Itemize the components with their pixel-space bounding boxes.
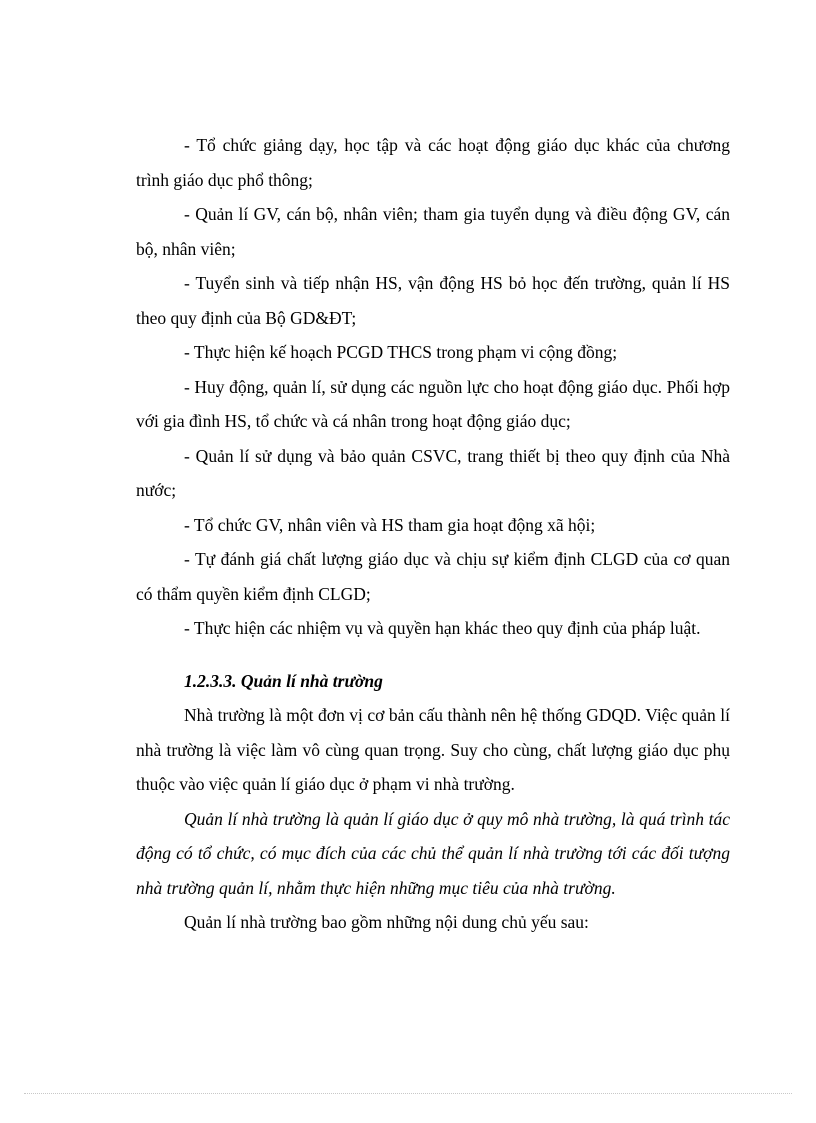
list-item: - Tổ chức giảng dạy, học tập và các hoạt động giáo dục khác của chương trình giáo dục phổ thông;	[136, 135, 730, 190]
intro-paragraph: Nhà trường là một đơn vị cơ bản cấu thành nên hệ thống GDQD. Việc quản lí nhà trường là việc làm vô cùng quan trọng. Suy cho cùng, chất lượng giáo dục phụ thuộc vào việc quản lí giáo dục ở phạm vi nhà trường.	[136, 705, 730, 794]
list-item: - Quản lí sử dụng và bảo quản CSVC, trang thiết bị theo quy định của Nhà nước;	[136, 445, 730, 500]
list-item: - Tuyển sinh và tiếp nhận HS, vận động HS bỏ học đến trường, quản lí HS theo quy định của Bộ GD&ĐT;	[136, 273, 730, 328]
section-heading: 1.2.3.3. Quản lí nhà trường	[184, 670, 383, 691]
list-item: - Huy động, quản lí, sử dụng các nguồn lực cho hoạt động giáo dục. Phối hợp với gia đình HS, tổ chức và cá nhân trong hoạt động giáo dục;	[136, 376, 730, 431]
document-page	[136, 128, 730, 940]
definition-paragraph: Quản lí nhà trường là quản lí giáo dục ở quy mô nhà trường, là quá trình tác động có tổ chức, có mục đích của các chủ thể quản lí nhà trường tới các đối tượng nhà trường quản lí, nhằm thực hiện những mục tiêu của nhà trường.	[136, 808, 730, 898]
list-item: - Thực hiện các nhiệm vụ và quyền hạn khác theo quy định của pháp luật.	[184, 618, 701, 638]
list-item: - Quản lí GV, cán bộ, nhân viên; tham gia tuyển dụng và điều động GV, cán bộ, nhân viên;	[136, 204, 730, 259]
list-item: - Tổ chức GV, nhân viên và HS tham gia hoạt động xã hội;	[184, 514, 596, 535]
list-item: - Tự đánh giá chất lượng giáo dục và chịu sự kiểm định CLGD của cơ quan có thẩm quyền kiểm định CLGD;	[136, 549, 730, 604]
page-footer-divider	[24, 1093, 792, 1094]
list-item: - Thực hiện kế hoạch PCGD THCS trong phạm vi cộng đồng;	[184, 342, 618, 362]
duty-list	[136, 128, 730, 646]
lead-in-paragraph: Quản lí nhà trường bao gồm những nội dung chủ yếu sau:	[184, 912, 589, 932]
